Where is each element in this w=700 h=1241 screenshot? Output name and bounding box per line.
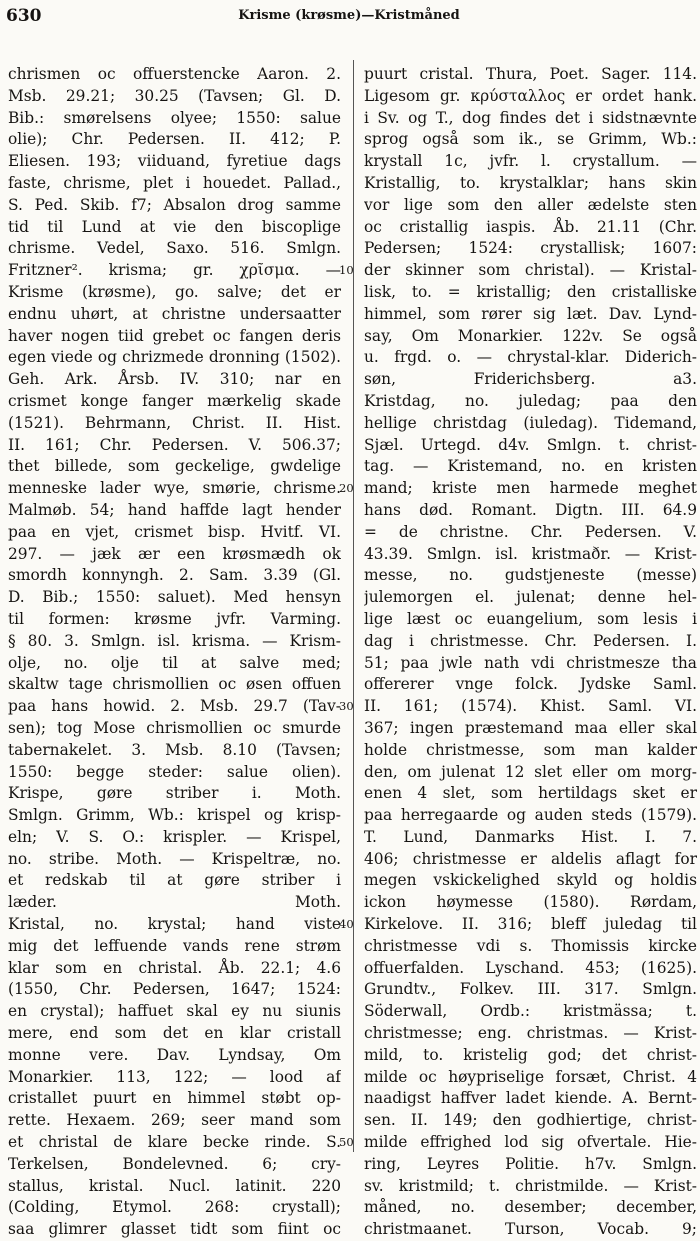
text-line: T. Lund, Danmarks Hist. I. 7.	[364, 827, 697, 846]
text-line: 406; christmesse er aldelis aflagt for	[364, 849, 697, 868]
text-line: Grundtv., Folkev. III. 317. Smlgn.	[364, 980, 697, 999]
text-line: 43.39. Smlgn. isl. kristmaðr. — Krist-	[364, 544, 697, 563]
text-line: til formen: krøsme jvfr. Varming.	[8, 609, 341, 628]
text-line: mig det leffuende vands rene strøm	[8, 936, 341, 955]
text-line: et redskab til at gøre striber i	[8, 871, 341, 890]
text-line: tid til Lund at vie den biscoplige	[8, 217, 341, 236]
line-number: 10	[339, 263, 354, 278]
text-line: Geh. Ark. Årsb. IV. 310; nar en	[8, 370, 341, 389]
text-line: en crystal); haffuet skal ey nu siunis	[8, 1002, 341, 1021]
text-line: ring, Leyres Politie. h7v. Smlgn.	[364, 1154, 697, 1173]
text-line: messe, no. gudstjeneste (messe)	[364, 566, 697, 585]
column-divider	[353, 60, 354, 1152]
text-line: Krispe, gøre striber i. Moth.	[8, 784, 341, 803]
text-line: smordh konnyngh. 2. Sam. 3.39 (Gl.	[8, 566, 341, 585]
text-line: et christal de klare becke rinde. S.	[8, 1133, 341, 1152]
text-line: holde christmesse, som man kalder	[364, 740, 697, 759]
text-line: Kristal, no. krystal; hand viste	[8, 915, 341, 934]
text-line: rette. Hexaem. 269; seer mand som	[8, 1111, 341, 1130]
text-line: endnu uhørt, at christne undersaatter	[8, 304, 341, 323]
text-line: Kristdag, no. juledag; paa den	[364, 391, 697, 410]
text-line: thet billede, som geckelige, gwdelige	[8, 457, 341, 476]
text-line: chrismen oc offuerstencke Aaron. 2.	[8, 65, 341, 83]
text-line: Söderwall, Ordb.: kristmässa; t.	[364, 1002, 697, 1021]
text-line: olje, no. olje til at salve med;	[8, 653, 341, 672]
text-line: offererer vnge folck. Jydske Saml.	[364, 675, 697, 694]
text-line: offuerfalden. Lyschand. 453; (1625).	[364, 958, 697, 977]
text-line: paa hans howid. 2. Msb. 29.7 (Tav-	[8, 697, 341, 716]
text-line: II. 161; Chr. Pedersen. V. 506.37;	[8, 435, 341, 454]
text-line: sv. kristmild; t. christmilde. — Krist-	[364, 1176, 697, 1195]
page-number: 630	[6, 6, 42, 26]
text-line: christmesse vdi s. Thomissis kircke	[364, 936, 697, 955]
text-line: saa glimrer glasset tidt som fiint oc	[8, 1220, 341, 1239]
text-line: Bib.: smørelsens olyee; 1550: salue	[8, 108, 341, 127]
text-line: puurt cristal. Thura, Poet. Sager. 114.	[364, 65, 697, 83]
text-line: naadigst haffver ladet kiende. A. Bernt-	[364, 1089, 697, 1108]
text-line: Msb. 29.21; 30.25 (Tavsen; Gl. D.	[8, 86, 341, 105]
text-line: cristallet puurt en himmel støbt op-	[8, 1089, 341, 1108]
text-line: § 80. 3. Smlgn. isl. krisma. — Krism-	[8, 631, 341, 650]
text-line: S. Ped. Skib. f7; Absalon drog samme	[8, 195, 341, 214]
text-line: Fritzner². krisma; gr. χρῖσμα. —	[8, 261, 341, 280]
line-number: 30	[339, 699, 354, 714]
text-line: tag. — Kristemand, no. en kristen	[364, 457, 697, 476]
text-line: u. frgd. o. — chrystal-klar. Diderich-	[364, 348, 697, 367]
text-line: tabernakelet. 3. Msb. 8.10 (Tavsen;	[8, 740, 341, 759]
text-line: milde effrighed lod sig ofvertale. Hie-	[364, 1133, 697, 1152]
text-line: D. Bib.; 1550: saluet). Med hensyn	[8, 588, 341, 607]
text-line: klar som en christal. Åb. 22.1; 4.6	[8, 958, 341, 977]
text-line: lige læst oc euangelium, som lesis i	[364, 609, 697, 628]
text-line: Monarkier. 113, 122; — lood af	[8, 1067, 341, 1086]
text-line: dag i christmesse. Chr. Pedersen. I.	[364, 631, 697, 650]
text-line: paa en vjet, crismet bisp. Hvitf. VI.	[8, 522, 341, 541]
text-line: 1550: begge steder: salue olien).	[8, 762, 341, 781]
text-line: 367; ingen præstemand maa eller skal	[364, 718, 697, 737]
text-line: chrisme. Vedel, Saxo. 516. Smlgn.	[8, 239, 341, 258]
text-line: hellige christdag (iuledag). Tidemand,	[364, 413, 697, 432]
text-line: oc cristallig iaspis. Åb. 21.11 (Chr.	[364, 217, 697, 236]
text-line: ickon høymesse (1580). Rørdam,	[364, 893, 697, 912]
text-line: = de christne. Chr. Pedersen. V.	[364, 522, 697, 541]
text-line: milde oc høypriselige forsæt, Christ. 4	[364, 1067, 697, 1086]
text-line: paa herregaarde og auden steds (1579).	[364, 806, 697, 825]
text-line: mild, to. kristelig god; det christ-	[364, 1045, 697, 1064]
text-line: no. stribe. Moth. — Krispeltræ, no.	[8, 849, 341, 868]
text-line: måned, no. desember; december,	[364, 1198, 697, 1217]
text-line: (1521). Behrmann, Christ. II. Hist.	[8, 413, 341, 432]
text-line: Krisme (krøsme), go. salve; det er	[8, 282, 341, 301]
text-line: vor lige som den aller ædelste sten	[364, 195, 697, 214]
text-line: krystall 1c, jvfr. l. crystallum. —	[364, 152, 697, 171]
text-line: 297. — jæk ær een krøsmædh ok	[8, 544, 341, 563]
text-line: monne vere. Dav. Lyndsay, Om	[8, 1045, 341, 1064]
text-line: faste, chrisme, plet i houedet. Pallad.,	[8, 173, 341, 192]
text-line: haver nogen tiid grebet oc fangen deris	[8, 326, 341, 345]
right-column	[364, 64, 697, 1241]
line-number: 50	[339, 1135, 354, 1150]
text-line: skaltw tage chrismollien oc øsen offuen	[8, 675, 341, 694]
text-line: say, Om Monarkier. 122v. Se også	[364, 326, 697, 345]
left-column	[8, 64, 341, 1241]
text-line: den, om julenat 12 slet eller om morg-	[364, 762, 697, 781]
text-line: Eliesen. 193; viiduand, fyretiue dags	[8, 152, 341, 171]
text-line: læder. Moth.	[8, 893, 341, 912]
text-line: sen); tog Mose chrismollien oc smurde	[8, 718, 341, 737]
text-line: christmesse; eng. christmas. — Krist-	[364, 1024, 697, 1043]
text-line: Ligesom gr. κρύσταλλος er ordet hank.	[364, 86, 697, 105]
text-line: Pedersen; 1524: crystallisk; 1607:	[364, 239, 697, 258]
text-line: (Colding, Etymol. 268: crystall);	[8, 1198, 341, 1217]
text-line: hans død. Romant. Digtn. III. 64.9	[364, 500, 697, 519]
text-line: eln; V. S. O.: krispler. — Krispel,	[8, 827, 341, 846]
text-line: Terkelsen, Bondelevned. 6; cry-	[8, 1154, 341, 1173]
text-line: megen vskickelighed skyld og holdis	[364, 871, 697, 890]
text-line: søn, Friderichsberg. a3.	[364, 370, 697, 389]
text-line: enen 4 slet, som hertildags sket er	[364, 784, 697, 803]
text-line: egen viede og chrizmede dronning (1502).	[8, 348, 341, 367]
text-line: i Sv. og T., dog findes det i sidstnævnte	[364, 108, 697, 127]
text-line: 51; paa jwle nath vdi christmesze tha	[364, 653, 697, 672]
text-line: lisk, to. = kristallig; den cristalliske	[364, 282, 697, 301]
line-number: 20	[339, 481, 354, 496]
text-line: stallus, kristal. Nucl. latinit. 220	[8, 1176, 341, 1195]
running-head: Krisme (krøsme)—Kristmåned	[238, 8, 460, 23]
text-line: christmaanet. Turson, Vocab. 9;	[364, 1220, 697, 1239]
text-line: julemorgen el. julenat; denne hel-	[364, 588, 697, 607]
text-line: der skinner som christal). — Kristal-	[364, 261, 697, 280]
text-line: Smlgn. Grimm, Wb.: krispel og krisp-	[8, 806, 341, 825]
line-number: 40	[339, 917, 354, 932]
text-line: olie); Chr. Pedersen. II. 412; P.	[8, 130, 341, 149]
text-line: menneske lader wye, smørie, chrisme.	[8, 479, 341, 498]
text-line: himmel, som rører sig læt. Dav. Lynd-	[364, 304, 697, 323]
text-line: mere, end som det en klar cristall	[8, 1024, 341, 1043]
text-line: Malmøb. 54; hand haffde lagt hender	[8, 500, 341, 519]
text-line: crismet konge fanger mærkelig skade	[8, 391, 341, 410]
text-line: sen. II. 149; den godhiertige, christ-	[364, 1111, 697, 1130]
text-line: (1550, Chr. Pedersen, 1647; 1524:	[8, 980, 341, 999]
page-header	[6, 6, 692, 30]
text-line: Kirkelove. II. 316; bleff juledag til	[364, 915, 697, 934]
text-line: II. 161; (1574). Khist. Saml. VI.	[364, 697, 697, 716]
text-line: sprog også som ik., se Grimm, Wb.:	[364, 130, 697, 149]
text-line: mand; kriste men harmede meghet	[364, 479, 697, 498]
text-line: Kristallig, to. krystalklar; hans skin	[364, 173, 697, 192]
text-line: Sjæl. Urtegd. d4v. Smlgn. t. christ-	[364, 435, 697, 454]
